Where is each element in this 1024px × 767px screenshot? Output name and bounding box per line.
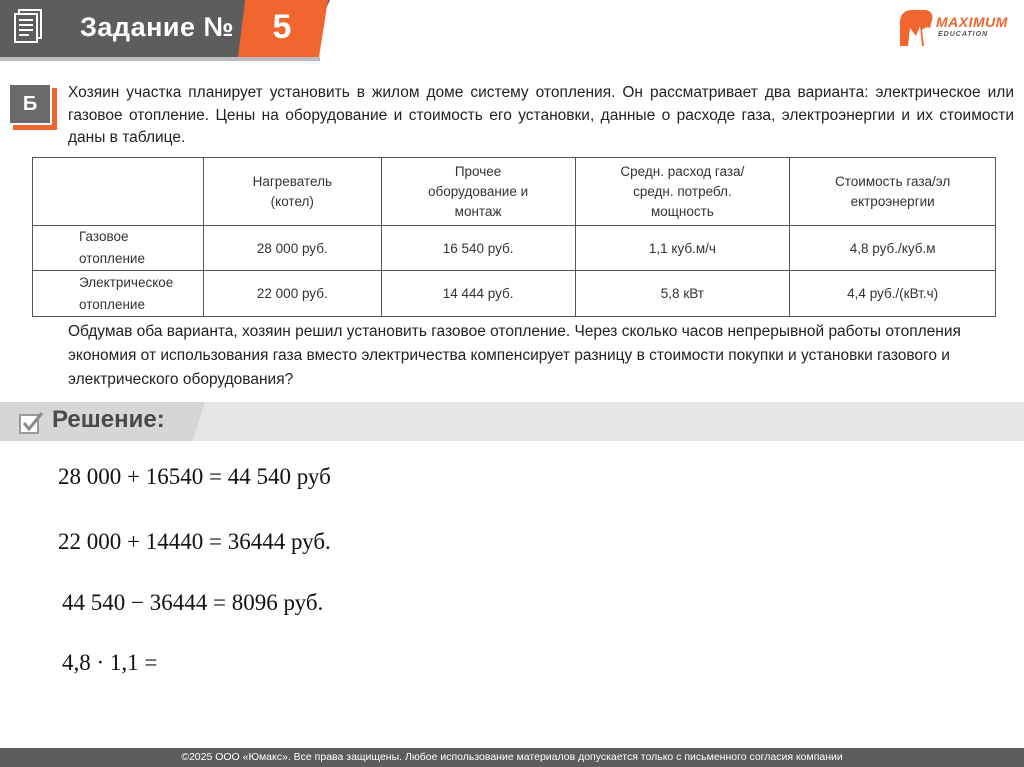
table-cell: 14 444 руб.	[381, 271, 575, 317]
variant-badge	[8, 83, 52, 125]
table-cell: 5,8 кВт	[575, 271, 790, 317]
solution-title: Решение:	[52, 406, 165, 433]
logo-subtext: EDUCATION	[938, 31, 989, 38]
solution-line: 4,8 · 1,1 =	[62, 650, 158, 675]
table-cell: 1,1 куб.м/ч	[575, 226, 790, 271]
footer: ©2025 ООО «Юмакс». Все права защищены. Любое использование материалов допускается только с письменного согласия компании	[0, 748, 1024, 767]
row-label: Электрическое отопление	[33, 271, 204, 317]
solution-line: 44 540 − 36444 = 8096 руб.	[62, 590, 324, 615]
data-table	[32, 157, 996, 317]
header-equipment: Прочее оборудование и монтаж	[428, 163, 529, 219]
header-heater: Нагреватель (котел)	[252, 173, 333, 209]
table-header-cell	[381, 158, 575, 226]
variant-badge-label: Б	[22, 93, 38, 115]
header-bar-shadow	[0, 57, 320, 61]
task-number: 5	[272, 8, 292, 46]
problem-text: Хозяин участка планирует установить в жилом доме систему отопления. Он рассматривает два варианта: электрическое или газовое отопление. Цены на оборудование и стоимость его установки, данные о расходе газа, электроэнергии и их стоимости даны в таблице.	[68, 84, 1014, 146]
table-header-cell	[575, 158, 790, 226]
table-cell: 4,8 руб./куб.м	[790, 226, 996, 271]
table-row	[33, 226, 996, 271]
table-header-cell	[33, 158, 204, 226]
logo-text: MAXIMUM	[936, 14, 1008, 30]
table-cell: 22 000 руб.	[203, 271, 381, 317]
table-cell: 16 540 руб.	[381, 226, 575, 271]
table-cell: 4,4 руб./(кВт.ч)	[790, 271, 996, 317]
solution-line: 22 000 + 14440 = 36444 руб.	[58, 529, 331, 554]
checkbox-icon	[18, 410, 44, 436]
table-header-row	[33, 158, 996, 226]
header-cost: Стоимость газа/электроэнергии	[835, 173, 951, 209]
row-label: Газовое отопление	[33, 226, 204, 271]
task-title: Задание №	[80, 12, 235, 42]
table-header-cell	[790, 158, 996, 226]
header-consumption: Средн. расход газа/средн. потребл. мощность	[620, 163, 745, 219]
question-text: Обдумав оба варианта, хозяин решил установить газовое отопление. Через сколько часов непрерывной работы отопления экономия от использования газа вместо электричества компенсирует разницу в стоимости покупки и установки газового и электрического оборудования?	[68, 323, 961, 388]
document-icon	[12, 8, 46, 44]
table-header-cell	[203, 158, 381, 226]
solution-line: 28 000 + 16540 = 44 540 руб	[58, 464, 331, 489]
table-cell: 28 000 руб.	[203, 226, 381, 271]
table-row	[33, 271, 996, 317]
